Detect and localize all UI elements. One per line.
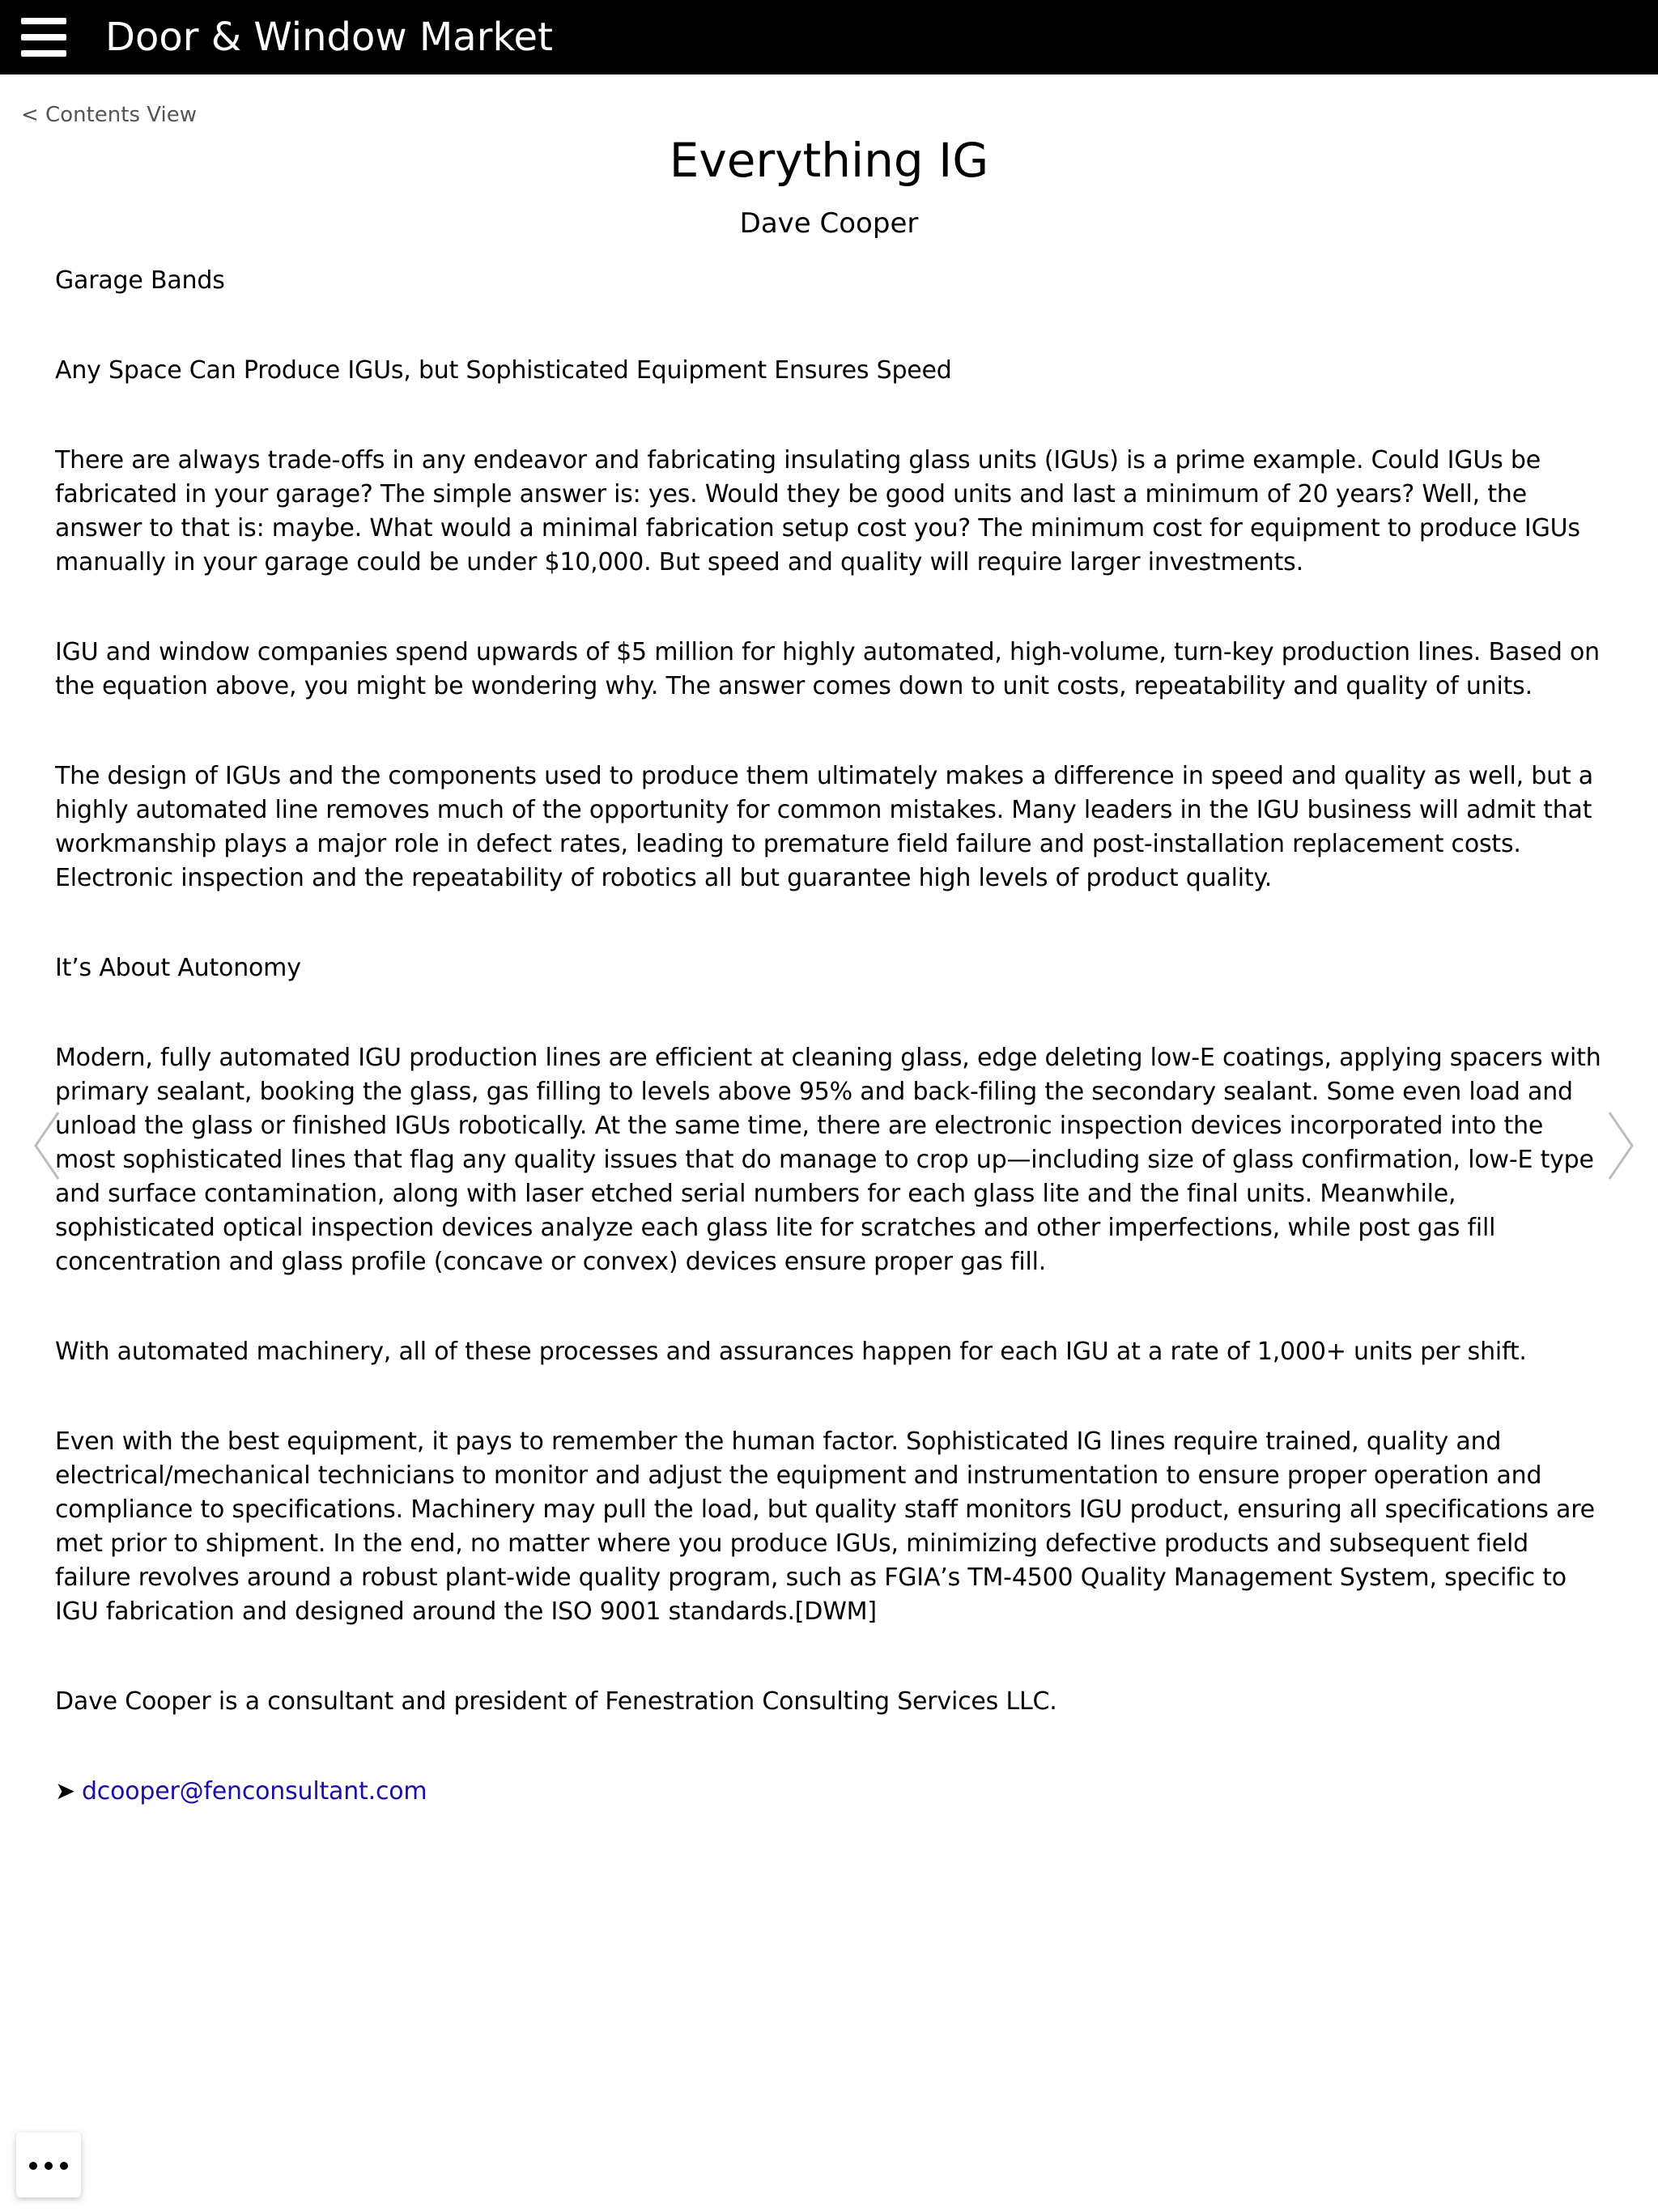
article-paragraph: Modern, fully automated IGU production lines are efficient at cleaning glass, edge deleting low-E coatings, applying spacers with primary sealant, booking the glass, gas filling to levels above 95% and back-filing the secondary sealant. Some even load and unload the glass or finished IGUs robotically. At the same time, there are electronic inspection devices incorporated into the most sophisticated lines that flag any quality issues that do manage to crop up—including size of glass confirmation, low-E type and surface contamination, along with laser etched serial numbers for each glass lite and the final units. Meanwhile, sophisticated optical inspection devices analyze each glass lite for scratches and other imperfections, while post gas fill concentration and glass profile (concave or convex) devices ensure proper gas fill. [55,1044,1601,1276]
article-paragraph: There are always trade-offs in any endeavor and fabricating insulating glass units (IGUs) is a prime example. Could IGUs be fabricated in your garage? The simple answer is: yes. Would they be good units and last a minimum of 20 years? Well, the answer to that is: maybe. What would a minimal fabrication setup cost you? The minimum cost for equipment to produce IGUs manually in your garage could be under $10,000. But speed and quality will require larger investments. [55,446,1580,576]
arrow-icon: ➤ [55,1777,75,1806]
more-options-icon [29,2162,68,2170]
article-paragraph: With automated machinery, all of these processes and assurances happen for each IGU at a rate of 1,000+ units per shift. [55,1338,1527,1366]
author-email-link[interactable]: dcooper@fenconsultant.com [81,1777,427,1806]
chevron-right-icon[interactable] [1605,1109,1637,1182]
article-title: Everything IG [669,133,989,188]
article-author: Dave Cooper [739,207,919,240]
top-bar [0,0,1658,74]
hamburger-menu-icon[interactable] [21,18,66,57]
more-options-button[interactable] [16,2133,81,2197]
contents-view-link[interactable]: < Contents View [21,103,197,127]
chevron-left-icon[interactable] [31,1109,63,1182]
article-paragraph: Even with the best equipment, it pays to remember the human factor. Sophisticated IG lines require trained, quality and electrical/mechanical technicians to monitor and adjust the equipment and instrumentation to ensure proper operation and compliance to specifications. Machinery may pull the load, but quality staff monitors IGU product, ensuring all specifications are met prior to shipment. In the end, no matter where you produce IGUs, minimizing defective products and subsequent field failure revolves around a robust plant-wide quality program, such as FGIA’s TM-4500 Quality Management System, specific to IGU fabrication and designed around the ISO 9001 standards.[DWM] [55,1427,1595,1626]
article-paragraph: The design of IGUs and the components used to produce them ultimately makes a difference in speed and quality as well, but a highly automated line removes much of the opportunity for common mistakes. Many leaders in the IGU business will admit that workmanship plays a major role in defect rates, leading to premature field failure and post-installation replacement costs. Electronic inspection and the repeatability of robotics all but guarantee high levels of product quality. [55,762,1593,892]
app-title: Door & Window Market [105,15,553,60]
article-paragraph: IGU and window companies spend upwards of $5 million for highly automated, high-volume, turn-key production lines. Based on the equation above, you might be wondering why. The answer comes down to unit costs, repeatability and quality of units. [55,638,1600,700]
author-bio: Dave Cooper is a consultant and president of Fenestration Consulting Services LLC. [55,1687,1057,1716]
author-email-line [55,1775,1601,1809]
section-heading: It’s About Autonomy [55,954,301,982]
article-body [55,264,1601,1865]
article-subheading: Any Space Can Produce IGUs, but Sophisticated Equipment Ensures Speed [55,356,952,385]
section-heading: Garage Bands [55,266,225,295]
